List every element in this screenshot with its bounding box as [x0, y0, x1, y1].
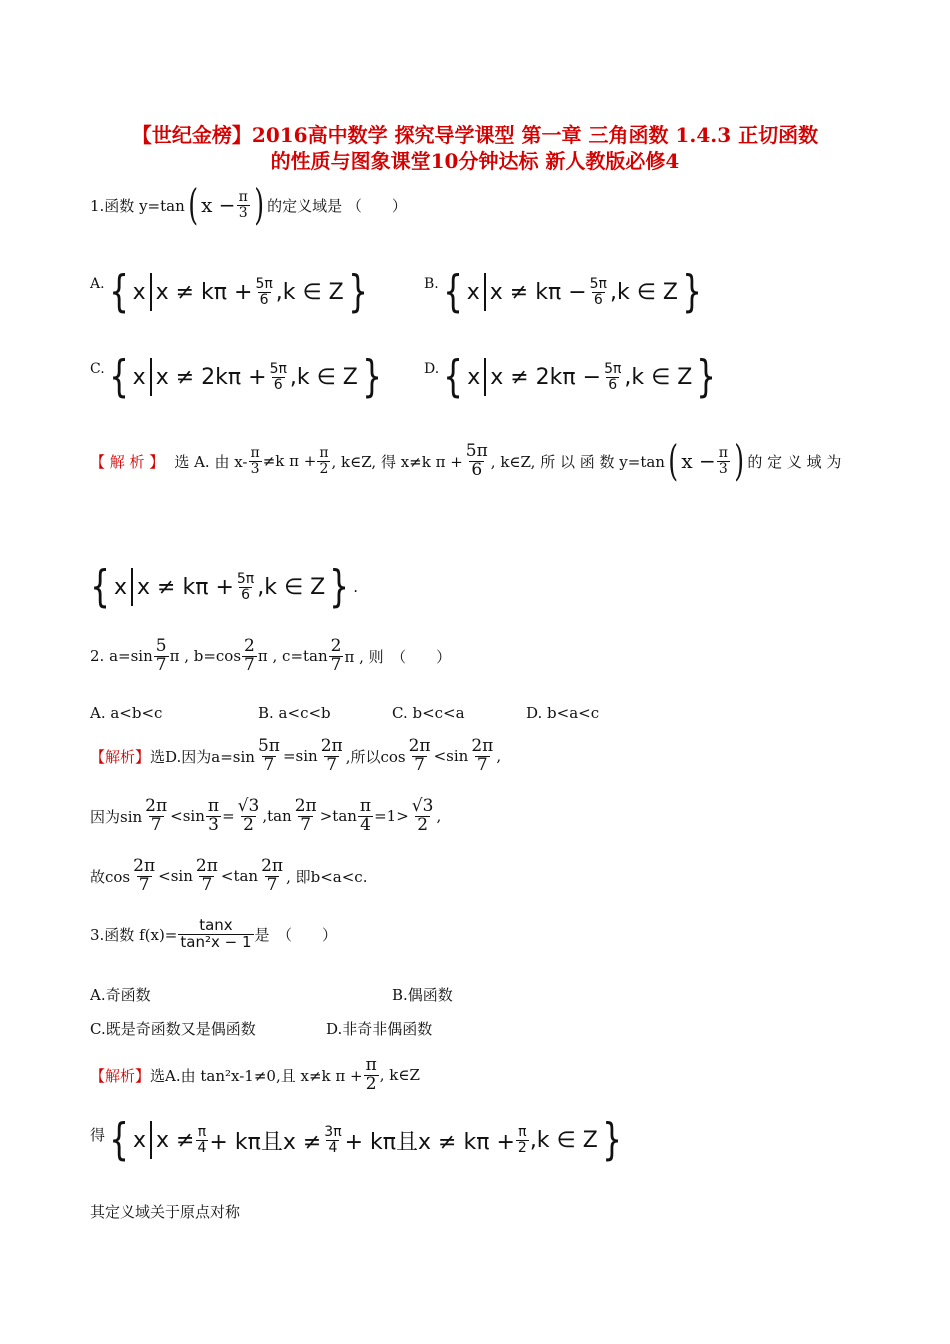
frac-den: 4 — [197, 1139, 207, 1156]
q3-text: 3.函数 f(x)= — [90, 925, 178, 944]
paren-expr: x − — [681, 449, 716, 473]
frac-den: 3 — [238, 204, 248, 221]
analysis-fraction — [256, 738, 282, 775]
set-fraction — [196, 1125, 209, 1155]
q2-fraction — [242, 638, 257, 675]
right-paren: ) — [734, 436, 745, 485]
analysis-fraction — [407, 738, 433, 775]
frac-den: 7 — [300, 814, 312, 835]
analysis-text: 的 定 义 域 为 — [747, 452, 842, 471]
frac-num: 5π — [257, 736, 280, 756]
right-brace: } — [347, 266, 368, 317]
q3-text: 是 （ ） — [254, 925, 338, 944]
frac-den: 3 — [208, 814, 219, 835]
analysis-text: , k∈Z, 得 x≠k π + — [331, 452, 463, 471]
analysis-text: ≠k π + — [262, 452, 317, 470]
frac-den: 2 — [319, 460, 329, 477]
q3-option-c: C.既是奇函数又是偶函数 — [90, 1020, 256, 1038]
left-brace: { — [90, 561, 110, 612]
analysis-text: 选 A. 由 x- — [174, 452, 248, 471]
analysis-fraction — [293, 798, 319, 835]
set-bar — [150, 358, 152, 396]
set-domain: ,k ∈ Z — [624, 364, 693, 390]
frac-num: 5π — [589, 275, 607, 292]
analysis-text: , 即b<a<c. — [286, 867, 368, 886]
q2-analysis-line1 — [90, 738, 501, 775]
q1-option-b — [424, 266, 706, 317]
analysis-fraction — [717, 446, 730, 476]
frac-den: 3 — [250, 460, 260, 477]
frac-den: 7 — [244, 654, 255, 675]
set-condition: x ≠ kπ + — [155, 279, 253, 305]
set-var: x — [114, 574, 128, 600]
period: . — [353, 578, 358, 596]
q2-option-d: D. b<a<c — [526, 704, 600, 722]
set-fraction — [268, 362, 289, 392]
analysis-text: 选D.因为a=sin — [150, 747, 255, 766]
q2-fraction — [329, 638, 344, 675]
q3-fraction — [178, 918, 253, 951]
q2-text: π , c=tan — [257, 647, 328, 666]
q3-domain-set — [90, 1114, 626, 1165]
frac-den: 6 — [273, 376, 283, 393]
right-brace: } — [696, 351, 717, 402]
frac-den: 7 — [155, 654, 167, 675]
frac-den: 3 — [718, 460, 728, 477]
frac-num: 5π — [604, 360, 622, 377]
q1-prefix: 1.函数 y=tan — [90, 196, 185, 215]
q1-option-d — [424, 351, 720, 402]
page-title: 【世纪金榜】2016高中数学 探究导学课型 第一章 三角函数 1.4.3 正切函数 — [131, 123, 819, 147]
q2-text: 2. a=sin — [90, 647, 153, 666]
analysis-text: 得 — [90, 1126, 106, 1144]
set-var: x — [467, 364, 481, 390]
set-condition: x ≠ kπ + — [137, 574, 234, 600]
set-condition: + kπ且x ≠ — [209, 1129, 322, 1155]
option-label: A. — [90, 276, 105, 292]
frac-den: 7 — [263, 754, 275, 775]
set-domain: ,k ∈ Z — [289, 364, 358, 390]
analysis-text: <sin — [170, 807, 205, 826]
analysis-text: =sin — [282, 747, 318, 766]
frac-den: 6 — [593, 291, 603, 308]
set-bar — [131, 568, 133, 606]
set-expression — [86, 561, 353, 612]
analysis-fraction — [464, 440, 490, 480]
q2-option-a: A. a<b<c — [90, 704, 163, 722]
frac-den: 7 — [330, 654, 342, 675]
q1-answer-set — [86, 561, 358, 612]
page-title-line2: 的性质与图象课堂10分钟达标 新人教版必修4 — [270, 149, 680, 173]
q3-option-a: A.奇函数 — [90, 986, 151, 1004]
frac-num: π — [365, 1055, 377, 1075]
option-label: C. — [90, 361, 105, 377]
set-var: x — [466, 279, 480, 305]
analysis-tag: 【解析】 — [90, 747, 151, 766]
left-brace: { — [443, 351, 463, 402]
frac-num: tanx — [199, 916, 233, 934]
left-paren: ( — [188, 180, 198, 229]
analysis-text: <sin — [158, 867, 193, 886]
analysis-text: ,tan — [262, 807, 292, 826]
analysis-fraction — [194, 858, 220, 895]
frac-den: tan²x − 1 — [180, 932, 252, 951]
frac-num: 5π — [269, 360, 287, 377]
analysis-fraction — [236, 798, 262, 835]
right-brace: } — [362, 351, 382, 402]
right-paren: ) — [254, 180, 264, 229]
q1-analysis — [90, 436, 860, 485]
frac-den: 7 — [266, 874, 278, 895]
analysis-fraction — [319, 738, 345, 775]
question-2 — [90, 638, 451, 675]
frac-num: 5π — [236, 570, 255, 587]
right-brace: } — [682, 266, 702, 317]
set-domain: ,k ∈ Z — [275, 279, 344, 305]
q1-paren-expr: x − — [201, 193, 236, 217]
q2-fraction — [154, 638, 169, 675]
set-var: x — [132, 279, 146, 305]
frac-num: π — [250, 444, 260, 461]
analysis-fraction — [317, 446, 330, 476]
frac-den: 6 — [241, 586, 251, 603]
set-domain: ,k ∈ Z — [529, 1127, 598, 1153]
option-label: D. — [424, 361, 440, 377]
frac-num: √3 — [237, 796, 260, 816]
frac-den: 2 — [365, 1073, 377, 1094]
right-brace: } — [329, 561, 350, 612]
frac-den: 7 — [138, 874, 150, 895]
set-bar — [150, 1121, 152, 1159]
set-condition: x ≠ — [156, 1127, 195, 1153]
left-brace: { — [108, 351, 129, 402]
analysis-text: ,所以cos — [345, 747, 406, 766]
set-expression — [105, 351, 386, 402]
set-fraction — [322, 1125, 343, 1155]
analysis-text: 故cos — [90, 867, 131, 886]
frac-den: 7 — [150, 814, 162, 835]
q1-option-c — [90, 351, 386, 402]
frac-den: 2 — [243, 814, 254, 835]
q2-analysis-line2 — [90, 798, 441, 835]
set-domain: ,k ∈ Z — [257, 574, 326, 600]
frac-den: 6 — [471, 459, 483, 480]
frac-num: π — [319, 444, 329, 461]
frac-num: π — [207, 796, 220, 816]
set-fraction — [602, 362, 623, 392]
frac-den: 6 — [608, 376, 618, 393]
question-1 — [90, 180, 407, 229]
frac-den: 4 — [328, 1139, 338, 1156]
set-expression — [439, 351, 720, 402]
frac-num: 2 — [330, 636, 342, 656]
analysis-fraction — [410, 798, 436, 835]
frac-num: √3 — [411, 796, 434, 816]
q3-analysis — [90, 1057, 420, 1094]
q1-suffix: 的定义域是 （ ） — [267, 196, 407, 215]
analysis-text: =1> — [374, 807, 409, 826]
q2-option-c: C. b<c<a — [392, 704, 465, 722]
frac-num: π — [359, 796, 372, 816]
left-brace: { — [109, 1114, 129, 1165]
frac-den: 4 — [360, 814, 371, 835]
frac-den: 2 — [517, 1139, 527, 1156]
frac-num: 2π — [408, 736, 431, 756]
q3-conclusion: 其定义域关于原点对称 — [90, 1203, 241, 1221]
analysis-tag: 【解析】 — [90, 1066, 151, 1085]
set-var: x — [133, 1127, 147, 1153]
frac-num: 5π — [255, 275, 273, 292]
set-domain: ,k ∈ Z — [609, 279, 678, 305]
option-label: B. — [424, 276, 439, 292]
analysis-fraction — [259, 858, 285, 895]
frac-den: 7 — [326, 754, 338, 775]
analysis-text: , — [496, 747, 502, 766]
set-fraction — [588, 277, 609, 307]
set-fraction — [235, 572, 256, 602]
frac-num: 2 — [244, 636, 255, 656]
frac-num: π — [718, 444, 728, 461]
set-expression — [439, 266, 706, 317]
analysis-fraction — [131, 858, 157, 895]
frac-num: 2π — [261, 856, 284, 876]
frac-den: 2 — [417, 814, 429, 835]
analysis-text: <sin — [433, 747, 469, 766]
frac-num: π — [238, 188, 248, 205]
frac-num: 2π — [133, 856, 156, 876]
set-bar — [484, 358, 486, 396]
analysis-fraction — [469, 738, 495, 775]
analysis-text: <tan — [220, 867, 259, 886]
set-expression — [105, 1114, 626, 1165]
q2-text: π , b=cos — [169, 647, 242, 666]
frac-den: 7 — [476, 754, 488, 775]
analysis-fraction — [206, 798, 221, 835]
q2-text: π , 则 （ ） — [344, 647, 452, 666]
analysis-text: = — [222, 807, 235, 826]
analysis-fraction — [143, 798, 169, 835]
frac-den: 6 — [259, 291, 269, 308]
set-condition: + kπ且x ≠ kπ + — [344, 1129, 515, 1155]
left-paren: ( — [668, 436, 679, 485]
q1-fraction — [237, 190, 250, 220]
analysis-fraction — [364, 1057, 379, 1094]
set-bar — [484, 273, 486, 311]
analysis-text: , k∈Z, 所 以 函 数 y=tan — [490, 452, 665, 471]
set-fraction — [253, 277, 274, 307]
q2-analysis-line3 — [90, 858, 367, 895]
analysis-text: 因为sin — [90, 807, 143, 826]
set-condition: x ≠ 2kπ − — [490, 364, 602, 390]
analysis-text: , k∈Z — [379, 1066, 420, 1085]
frac-den: 7 — [201, 874, 213, 895]
frac-num: 2π — [145, 796, 168, 816]
set-condition: x ≠ kπ − — [489, 279, 587, 305]
right-brace: } — [601, 1114, 622, 1165]
analysis-tag: 【 解 析 】 — [90, 452, 165, 471]
frac-num: π — [518, 1123, 527, 1140]
set-expression — [105, 266, 372, 317]
q2-option-b: B. a<c<b — [258, 704, 331, 722]
q1-option-a — [90, 266, 372, 317]
frac-num: 5π — [465, 440, 488, 461]
analysis-fraction — [358, 798, 373, 835]
frac-num: 2π — [195, 856, 218, 876]
analysis-text: >tan — [319, 807, 357, 826]
frac-num: 2π — [294, 796, 317, 816]
question-3 — [90, 918, 337, 951]
analysis-fraction — [248, 446, 261, 476]
set-condition: x ≠ 2kπ + — [155, 364, 267, 390]
q3-option-d: D.非奇非偶函数 — [326, 1020, 433, 1038]
frac-num: 3π — [324, 1123, 342, 1140]
frac-den: 7 — [414, 754, 425, 775]
frac-num: 5 — [155, 636, 167, 656]
analysis-text: 选A.由 tan²x-1≠0,且 x≠k π + — [150, 1066, 363, 1085]
frac-num: 2π — [320, 736, 343, 756]
set-fraction — [516, 1125, 529, 1155]
set-var: x — [132, 364, 146, 390]
left-brace: { — [108, 266, 129, 317]
frac-num: 2π — [471, 736, 494, 756]
left-brace: { — [442, 266, 463, 317]
frac-num: π — [197, 1123, 207, 1140]
q3-option-b: B.偶函数 — [392, 986, 453, 1004]
set-bar — [150, 273, 152, 311]
analysis-text: , — [436, 807, 442, 826]
